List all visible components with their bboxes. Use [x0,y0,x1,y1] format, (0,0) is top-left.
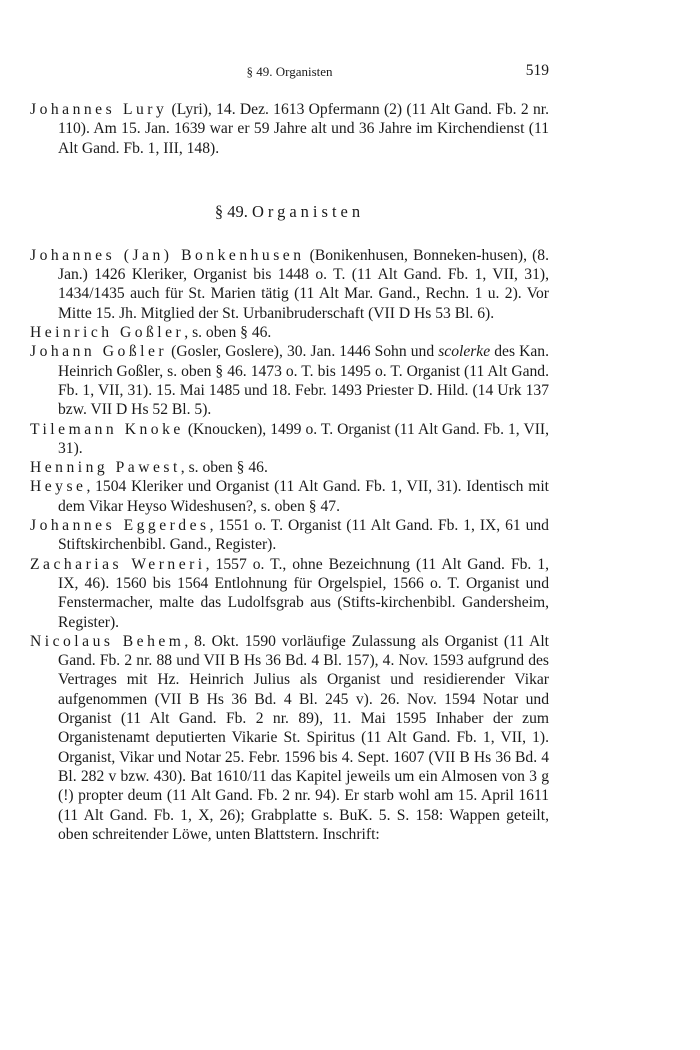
entry-name: Johannes Eggerdes [30,517,210,535]
entry-italic-term: scolerke [438,343,491,361]
running-head-title: § 49. Organisten [246,64,333,79]
entry-name: Henning Pawest [30,459,181,477]
entry-bonkenhusen [30,246,549,323]
entry-name: Zacharias Werneri [30,555,206,573]
entry-eggerdes [30,516,549,555]
entry-text: des Kan. Heinrich Goßler, s. oben § 46. 1473 o. T. bis 1495 o. T. Organist (11 Alt Gand. Fb. 1, VII, 31). 15. Mai 1485 und 18. Febr. 1493 Priester D. Hild. (14 Urk 137 bzw. VII D Hs 52 Bl. 5). [58,343,549,419]
entry-name: Tilemann Knoke [30,420,184,438]
entry-werneri [30,555,549,632]
entry-text: , 1557 o. T., ohne Bezeichnung (11 Alt Gand. Fb. 1, IX, 46). 1560 bis 1564 Entlohnung für Orgelspiel, 1566 o. T. Organist und Fenstermacher, malte das Ludolfsgrab aus (Stifts-kirchenbibl. Gandersheim, Register). [58,555,550,631]
entry-lury [30,100,549,158]
entry-text: , s. oben § 46. [180,459,268,477]
entry-name: Johannes (Jan) Bonkenhusen [30,246,305,264]
entry-heyse [30,477,549,516]
entry-behem [30,632,549,844]
entry-text: (Lyri), 14. Dez. 1613 Opfermann (2) (11 Alt Gand. Fb. 2 nr. 110). Am 15. Jan. 1639 war er 59 Jahre alt und 36 Jahre im Kirchendienst (11 Alt Gand. Fb. 1, III, 148). [58,101,549,157]
section-number: § 49. [214,201,248,221]
entry-name: Heinrich Goßler [30,324,185,342]
entry-text: (Knoucken), 1499 o. T. Organist (11 Alt Gand. Fb. 1, VII, 31). [58,420,549,457]
entry-text: , 1504 Kleriker und Organist (11 Alt Gand. Fb. 1, VII, 31). Identisch mit dem Vikar Heyso Wideshusen?, s. oben § 47. [58,478,549,515]
entry-heinrich-gossler [30,323,549,342]
section-heading [30,202,549,222]
section-title: Organisten [252,201,365,221]
entry-johann-gossler [30,342,549,419]
entry-name: Heyse [30,478,87,496]
document-page [30,62,549,844]
entry-name: Nicolaus Behem [30,632,185,650]
running-head [30,62,549,84]
entry-text: , s. oben § 46. [184,324,272,342]
entry-text: , 8. Okt. 1590 vorläufige Zulassung als Organist (11 Alt Gand. Fb. 2 nr. 88 und VII B Hs 36 Bd. 4 Bl. 157), 4. Nov. 1593 aufgrund des Vertrages mit Hz. Heinrich Julius als Organist und residierender Vikar aufgenommen (VII B Hs 36 Bd. 4 Bl. 245 v). 26. Nov. 1594 Notar und Organist (11 Alt Gand. Fb. 2 nr. 89), 11. Mai 1595 Inhaber der zum Organistenamt deputierten Vikarie St. Spiritus (11 Alt Gand. Fb. 1, VII, 1). Organist, Vikar und Notar 25. Febr. 1596 bis 4. Sept. 1607 (VII B Hs 36 Bd. 4 Bl. 282 v bzw. 430). Bat 1610/11 das Kapitel jeweils um ein Almosen von 3 g (!) propter deum (11 Alt Gand. Fb. 2 nr. 94). Er starb wohl am 15. April 1611 (11 Alt Gand. Fb. 1, X, 26); Grabplatte s. BuK. 5. S. 158: Wappen geteilt, oben schreitender Löwe, unten Blattstern. Inschrift: [58,632,550,843]
entry-text: , 1551 o. T. Organist (11 Alt Gand. Fb. 1, IX, 61 und Stiftskirchenbibl. Gand., Register). [58,517,549,554]
entry-pawest [30,458,549,477]
entry-text-before: (Gosler, Goslere), 30. Jan. 1446 Sohn und [167,343,439,361]
page-number: 519 [525,62,549,79]
entry-text: (Bonikenhusen, Bonneken-husen), (8. Jan.) 1426 Kleriker, Organist bis 1448 o. T. (11 Alt Gand. Fb. 1, VII, 31), 1434/1435 auch für St. Marien tätig (11 Alt Mar. Gand., Rechn. 1 u. 2). Vor Mitte 15. Jh. Mitglied der St. Urbanibruderschaft (VII D Hs 53 Bl. 6). [58,246,549,322]
entry-knoke [30,420,549,459]
entry-name: Johannes Lury [30,101,168,118]
entry-name: Johann Goßler [30,343,168,361]
